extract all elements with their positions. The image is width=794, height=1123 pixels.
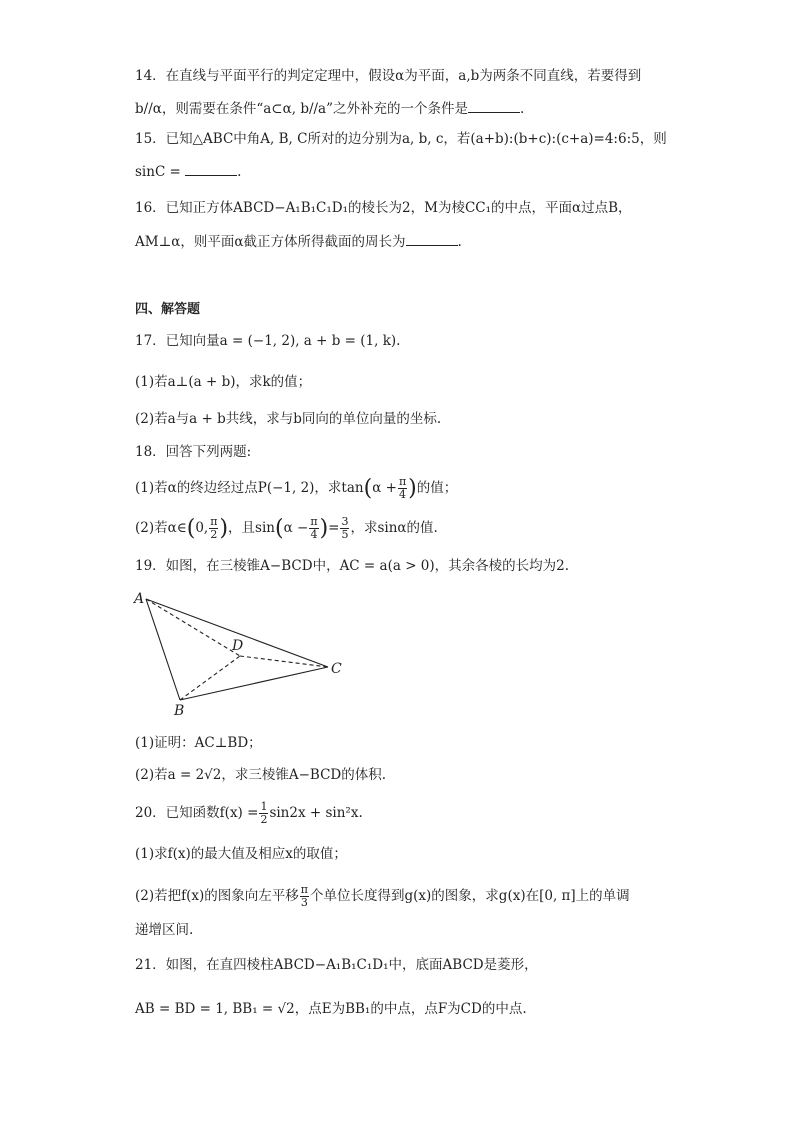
q18-line1: 18．回答下列两题: [135, 444, 252, 460]
q17-part1: (1)若a⊥(a + b)，求k的值； [135, 374, 312, 390]
edge-ab [146, 599, 180, 700]
q17-line1: 17．已知向量a = (−1, 2), a + b = (1, k). [135, 333, 401, 349]
q20-part1: (1)求f(x)的最大值及相应x的取值； [135, 846, 347, 862]
q21-line2: AB = BD = 1, BB₁ = √2，点E为BB₁的中点，点F为CD的中点. [135, 1001, 527, 1017]
q20-line1 [135, 801, 363, 826]
q14-line1: 14．在直线与平面平行的判定定理中，假设α为平面，a,b为两条不同直线，若要得到 [135, 68, 642, 84]
fraction-1-2: $\frac{1}{2}$ [260, 800, 268, 826]
q19-part2: (2)若a = 2√2，求三棱锥A−BCD的体积. [135, 767, 387, 783]
q16-line2 [135, 232, 462, 252]
vertex-c-label: C [331, 661, 342, 677]
q18-part2-text: (2)若α∈ [135, 520, 187, 536]
q14-line2 [135, 99, 524, 119]
vertex-a-label: A [134, 591, 145, 607]
vertex-b-label: B [174, 703, 185, 719]
edge-bc [180, 667, 328, 700]
q20-line1-text: 20．已知函数f(x) = [135, 805, 259, 821]
q14-line2-text: b//α，则需要在条件“a⊂α, b//a”之外补充的一个条件是 [135, 101, 469, 117]
q16-line1: 16．已知正方体ABCD−A₁B₁C₁D₁的棱长为2，M为棱CC₁的中点，平面α过点B， [135, 200, 632, 216]
answer-blank [185, 162, 237, 176]
q19-line1: 19．如图，在三棱锥A−BCD中，AC = a(a > 0)，其余各棱的长均为2. [135, 558, 570, 574]
q20-part2-end: 个单位长度得到g(x)的图象，求g(x)在[0, π]上的单调 [310, 888, 630, 904]
q20-part2-cont: 递增区间. [135, 922, 194, 938]
fraction-pi-3: $\frac{\pi}{3}$ [300, 883, 309, 909]
q15-line2 [135, 162, 241, 182]
section-heading: 四、解答题 [135, 302, 201, 317]
q19-part1: (1)证明：AC⊥BD； [135, 735, 262, 751]
q17-part2: (2)若a与a + b共线，求与b同向的单位向量的坐标. [135, 411, 442, 427]
q15-line1: 15．已知△ABC中角A, B, C所对的边分别为a, b, c，若(a+b):(b+c):(c+a)=4:6:5，则 [135, 131, 667, 147]
fraction-pi-4: $\frac{\pi}{4}$ [398, 475, 407, 501]
q15-line2-text: sinC = [135, 164, 181, 180]
fraction-3-5: $\frac{3}{5}$ [341, 515, 349, 541]
vertex-d-label: D [232, 638, 244, 654]
edge-ad [146, 599, 240, 656]
q18-part1: (1)若α的终边经过点P(−1, 2)，求tan(α + $\frac{\pi}{4}$ )的值； [135, 475, 458, 501]
fraction-pi-2: $\frac{\pi}{2}$ [210, 515, 218, 541]
q18-part2: (2)若α∈(0, $\frac{\pi}{2}$ )，且sin(α − $\frac{\pi}{4}$ )= $\frac{3}{5}$ ，求sinα的值. [135, 515, 438, 541]
q16-line2-text: AM⊥α，则平面α截正方体所得截面的周长为 [135, 234, 406, 250]
tetrahedron-figure [128, 585, 358, 720]
q14-line2-end: . [520, 101, 525, 117]
edge-ac [146, 599, 328, 667]
tan-arg: α + [372, 480, 397, 496]
q18-part1-end: 的值； [416, 480, 458, 496]
q15-line2-end: . [237, 164, 242, 180]
q21-line1: 21．如图，在直四棱柱ABCD−A₁B₁C₁D₁中，底面ABCD是菱形， [135, 957, 538, 973]
q20-part2-text: (2)若把f(x)的图象向左平移 [135, 888, 299, 904]
answer-blank [406, 232, 458, 246]
q20-part2 [135, 884, 630, 909]
fraction-pi-4b: $\frac{\pi}{4}$ [310, 515, 318, 541]
q20-line1-end: sin2x + sin²x. [269, 805, 363, 821]
q16-line2-end: . [457, 234, 462, 250]
answer-blank [468, 99, 520, 113]
q18-part1-text: (1)若α的终边经过点P(−1, 2)，求tan [135, 480, 364, 496]
